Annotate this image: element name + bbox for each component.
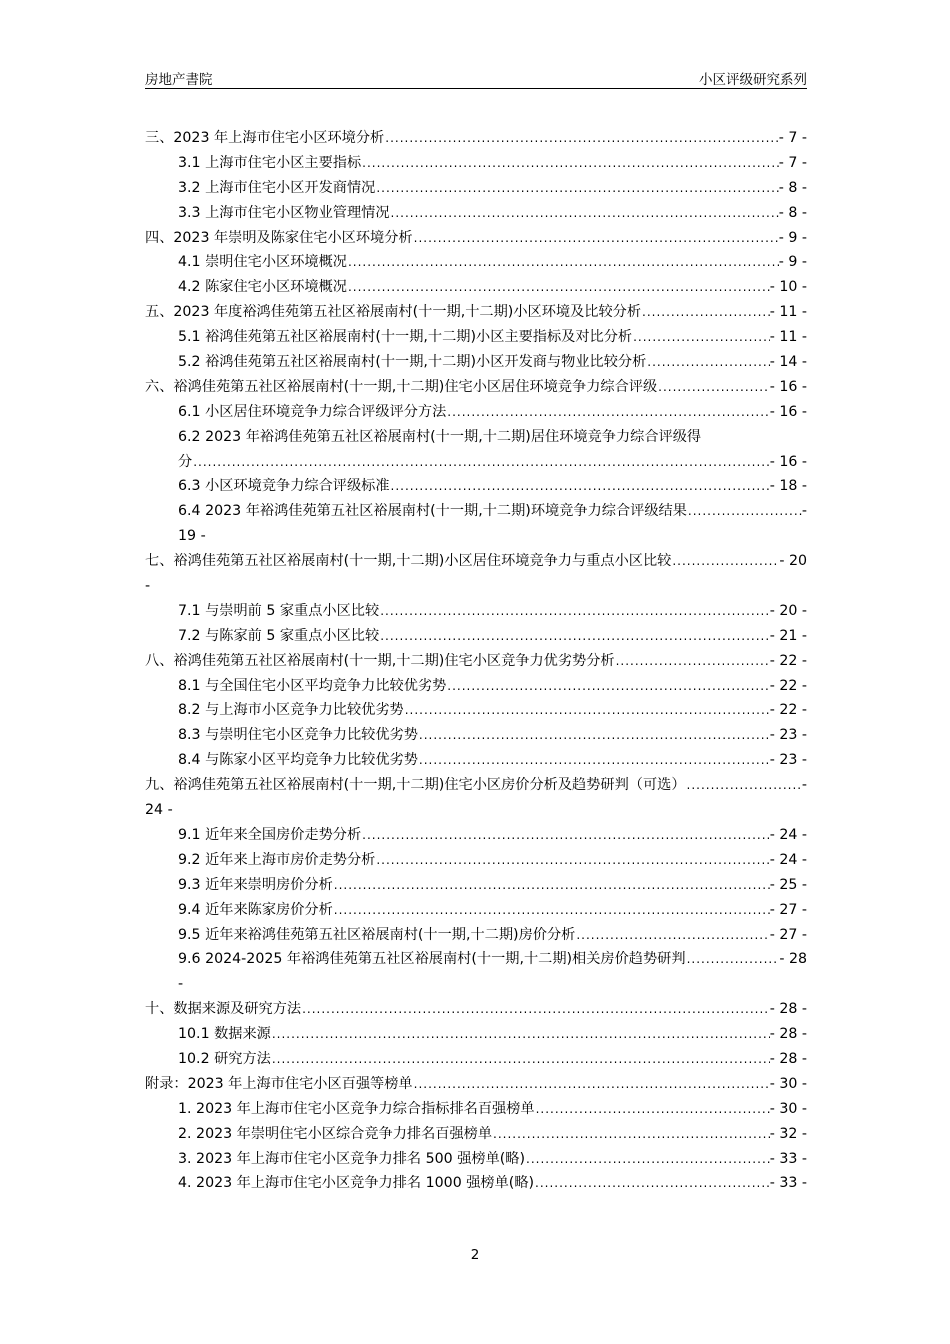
toc-leader-dots [347, 275, 770, 300]
toc-entry[interactable] [145, 226, 807, 251]
toc-entry[interactable] [145, 848, 807, 873]
toc-entry-title: 4.1 崇明住宅小区环境概况 [178, 254, 347, 271]
toc-entry[interactable] [145, 674, 807, 699]
toc-entry-title: 9.3 近年来崇明房价分析 [178, 876, 333, 893]
toc-entry[interactable] [145, 1022, 807, 1047]
toc-entry[interactable] [145, 126, 807, 151]
toc-leader-dots [687, 499, 802, 524]
toc-entry[interactable] [145, 773, 807, 798]
toc-entry-title: 10.2 研究方法 [178, 1050, 271, 1067]
toc-entry-title: 三、2023 年上海市住宅小区环境分析 [145, 130, 385, 146]
toc-entry[interactable] [145, 723, 807, 748]
toc-entry-title: 十、数据来源及研究方法 [145, 1001, 302, 1018]
toc-entry-title: 3.3 上海市住宅小区物业管理情况 [178, 204, 390, 221]
toc-entry-title: 附录：2023 年上海市住宅小区百强等榜单 [145, 1075, 413, 1092]
toc-entry-title: 8.3 与崇明住宅小区竞争力比较优劣势 [178, 727, 418, 744]
toc-leader-dots [418, 748, 770, 773]
toc-entry-page: - 33 - [769, 1175, 807, 1192]
toc-entry[interactable] [145, 947, 807, 972]
toc-entry-title: 19 - [178, 528, 206, 545]
toc-entry-page: - 27 - [769, 901, 807, 918]
toc-leader-dots [384, 126, 778, 151]
toc-entry-title: 9.1 近年来全国房价走势分析 [178, 826, 362, 843]
toc-entry-title: 8.1 与全国住宅小区平均竞争力比较优劣势 [178, 677, 447, 694]
toc-leader-dots [404, 698, 770, 723]
toc-entry-title: 8.2 与上海市小区竞争力比较优劣势 [178, 702, 404, 719]
toc-entry-page: - 28 [779, 951, 807, 968]
toc-entry-page: - 24 - [769, 826, 807, 843]
toc-entry-title: 五、2023 年度裕鸿佳苑第五社区裕展南村(十一期,十二期)小区环境及比较分析 [145, 304, 642, 321]
toc-leader-dots [575, 923, 769, 948]
toc-leader-dots [686, 947, 780, 972]
toc-leader-dots [390, 201, 779, 226]
toc-entry-page: - 18 - [769, 478, 807, 495]
toc-entry[interactable] [145, 997, 807, 1022]
toc-entry[interactable] [145, 898, 807, 923]
toc-entry-title: 六、裕鸿佳苑第五社区裕展南村(十一期,十二期)住宅小区居住环境竞争力综合评级 [145, 378, 658, 395]
toc-leader-dots [632, 325, 770, 350]
page-header [145, 66, 807, 89]
toc-leader-dots [418, 723, 770, 748]
toc-entry-page: - 28 - [769, 1026, 807, 1043]
toc-entry-page: - 28 - [769, 1050, 807, 1067]
toc-entry-page: - 22 - [769, 652, 807, 669]
toc-entry[interactable] [145, 599, 807, 624]
toc-entry[interactable] [145, 350, 807, 375]
toc-entry-title: 分 [178, 453, 193, 470]
toc-entry-title: 四、2023 年崇明及陈家住宅小区环境分析 [145, 229, 413, 246]
toc-entry-page: - 20 - [769, 602, 807, 619]
toc-entry[interactable] [145, 425, 807, 450]
toc-leader-dots [492, 1122, 770, 1147]
toc-entry-title: 7.1 与崇明前 5 家重点小区比较 [178, 602, 380, 619]
toc-leader-dots [446, 674, 769, 699]
toc-entry[interactable] [145, 748, 807, 773]
toc-leader-dots [646, 350, 769, 375]
toc-entry-page: - 9 - [778, 254, 807, 271]
toc-leader-dots [671, 549, 779, 574]
toc-entry[interactable] [145, 823, 807, 848]
toc-entry-page: - 22 - [769, 702, 807, 719]
toc-entry-title: 10.1 数据来源 [178, 1026, 271, 1043]
toc-entry-title: 9.6 2024-2025 年裕鸿佳苑第五社区裕展南村(十一期,十二期)相关房价趋势研判 [178, 951, 686, 968]
toc-entry[interactable] [145, 275, 807, 300]
toc-entry-page: - 9 - [778, 229, 807, 246]
toc-entry-title: 9.2 近年来上海市房价走势分析 [178, 851, 376, 868]
toc-leader-dots [361, 151, 779, 176]
toc-entry-title: 3.1 上海市住宅小区主要指标 [178, 154, 362, 171]
toc-leader-dots [657, 375, 770, 400]
toc-entry-title: 5.2 裕鸿佳苑第五社区裕展南村(十一期,十二期)小区开发商与物业比较分析 [178, 354, 647, 371]
toc-entry-page: - 32 - [769, 1125, 807, 1142]
toc-leader-dots [375, 848, 769, 873]
toc-entry[interactable] [145, 574, 807, 599]
toc-leader-dots [413, 1072, 770, 1097]
toc-entry[interactable] [145, 499, 807, 524]
toc-entry[interactable] [145, 1047, 807, 1072]
toc-entry[interactable] [145, 201, 807, 226]
toc-entry-title: 5.1 裕鸿佳苑第五社区裕展南村(十一期,十二期)小区主要指标及对比分析 [178, 329, 633, 346]
toc-entry-title: 6.4 2023 年裕鸿佳苑第五社区裕展南村(十一期,十二期)环境竞争力综合评级结果 [178, 503, 687, 520]
toc-entry-title: 6.3 小区环境竞争力综合评级标准 [178, 478, 390, 495]
toc-leader-dots [525, 1147, 770, 1172]
toc-entry[interactable] [145, 649, 807, 674]
toc-entry[interactable] [145, 250, 807, 275]
toc-entry-page: - 10 - [769, 279, 807, 296]
toc-entry[interactable] [145, 1147, 807, 1172]
toc-entry[interactable] [145, 400, 807, 425]
toc-entry-title: 24 - [145, 802, 173, 819]
toc-entry-page: - 8 - [778, 204, 807, 221]
toc-entry-title: 9.4 近年来陈家房价分析 [178, 901, 333, 918]
toc-entry[interactable] [145, 375, 807, 400]
toc-leader-dots [375, 176, 778, 201]
toc-leader-dots [379, 624, 770, 649]
toc-entry-page: - 33 - [769, 1150, 807, 1167]
toc-entry-title: 7.2 与陈家前 5 家重点小区比较 [178, 627, 380, 644]
header-publisher: 房地产書院 [145, 72, 213, 88]
toc-leader-dots [361, 823, 770, 848]
toc-entry-page: - 14 - [769, 354, 807, 371]
toc-entry-page: - 23 - [769, 752, 807, 769]
toc-leader-dots [446, 400, 769, 425]
toc-entry[interactable] [145, 549, 807, 574]
toc-entry[interactable] [145, 325, 807, 350]
toc-entry[interactable] [145, 972, 807, 997]
toc-entry-title: 七、裕鸿佳苑第五社区裕展南村(十一期,十二期)小区居住环境竞争力与重点小区比较 [145, 553, 672, 570]
toc-entry-title: 2. 2023 年崇明住宅小区综合竞争力排名百强榜单 [178, 1125, 493, 1142]
toc-entry-page: - 25 - [769, 876, 807, 893]
toc-entry-title: 4.2 陈家住宅小区环境概况 [178, 279, 347, 296]
toc-entry-page: - 21 - [769, 627, 807, 644]
toc-entry-page: - 11 - [769, 304, 807, 321]
toc-entry[interactable] [145, 1072, 807, 1097]
toc-entry-page: - 23 - [769, 727, 807, 744]
toc-entry-page: - 7 - [778, 130, 807, 146]
toc-leader-dots [641, 300, 770, 325]
toc-entry-title: - [145, 578, 151, 595]
toc-entry-title: 九、裕鸿佳苑第五社区裕展南村(十一期,十二期)住宅小区房价分析及趋势研判（可选） [145, 777, 686, 794]
header-series-title: 小区评级研究系列 [699, 72, 807, 88]
toc-entry-page: - 7 - [778, 154, 807, 171]
toc-leader-dots [413, 226, 779, 251]
toc-entry-page: - 30 - [769, 1075, 807, 1092]
toc-entry-title: 6.2 2023 年裕鸿佳苑第五社区裕展南村(十一期,十二期)居住环境竞争力综合评级得 [178, 428, 702, 445]
toc-entry-title: 3. 2023 年上海市住宅小区竞争力排名 500 强榜单(略) [178, 1150, 526, 1167]
toc-entry[interactable] [145, 474, 807, 499]
toc-entry-title: - [178, 976, 184, 993]
toc-entry-title: 6.1 小区居住环境竞争力综合评级评分方法 [178, 403, 447, 420]
toc-entry-page: - 27 - [769, 926, 807, 943]
toc-leader-dots [686, 773, 802, 798]
toc-entry[interactable] [145, 1171, 807, 1196]
toc-leader-dots [534, 1171, 770, 1196]
toc-entry[interactable] [145, 798, 807, 823]
toc-entry-page: - [801, 777, 807, 794]
toc-leader-dots [271, 1047, 770, 1072]
toc-entry[interactable] [145, 624, 807, 649]
toc-entry[interactable] [145, 1097, 807, 1122]
toc-leader-dots [390, 474, 770, 499]
toc-entry-title: 9.5 近年来裕鸿佳苑第五社区裕展南村(十一期,十二期)房价分析 [178, 926, 576, 943]
toc-entry-title: 八、裕鸿佳苑第五社区裕展南村(十一期,十二期)住宅小区竞争力优劣势分析 [145, 652, 615, 669]
toc-entry[interactable] [145, 873, 807, 898]
toc-leader-dots [379, 599, 770, 624]
toc-leader-dots [301, 997, 770, 1022]
toc-leader-dots [535, 1097, 770, 1122]
toc-entry[interactable] [145, 524, 807, 549]
toc-entry-title: 8.4 与陈家小区平均竞争力比较优劣势 [178, 752, 418, 769]
toc-entry-page: - 30 - [769, 1100, 807, 1117]
toc-entry-title: 3.2 上海市住宅小区开发商情况 [178, 179, 376, 196]
toc-entry[interactable] [145, 1122, 807, 1147]
toc-entry-page: - 11 - [769, 329, 807, 346]
toc-entry[interactable] [145, 176, 807, 201]
toc-leader-dots [333, 873, 770, 898]
toc-entry-page: - 22 - [769, 677, 807, 694]
toc-leader-dots [271, 1022, 770, 1047]
toc-entry-title: 4. 2023 年上海市住宅小区竞争力排名 1000 强榜单(略) [178, 1175, 535, 1192]
toc-entry-page: - 28 - [769, 1001, 807, 1018]
toc-entry-page: - 16 - [769, 453, 807, 470]
toc-leader-dots [347, 250, 779, 275]
toc-entry-title: 1. 2023 年上海市住宅小区竞争力综合指标排名百强榜单 [178, 1100, 535, 1117]
toc-entry-page: - 16 - [769, 378, 807, 395]
toc-entry-page: - 24 - [769, 851, 807, 868]
toc-entry[interactable] [145, 151, 807, 176]
page-number: 2 [470, 1247, 480, 1263]
toc-leader-dots [192, 450, 769, 475]
toc-entry-page: - [801, 503, 807, 520]
toc-leader-dots [615, 649, 770, 674]
toc-entry-page: - 8 - [778, 179, 807, 196]
table-of-contents [145, 126, 807, 1196]
toc-entry[interactable] [145, 923, 807, 948]
toc-entry[interactable] [145, 698, 807, 723]
toc-leader-dots [333, 898, 770, 923]
toc-entry-page: - 16 - [769, 403, 807, 420]
toc-entry[interactable] [145, 450, 807, 475]
toc-entry-page: - 20 [779, 553, 807, 570]
toc-entry[interactable] [145, 300, 807, 325]
